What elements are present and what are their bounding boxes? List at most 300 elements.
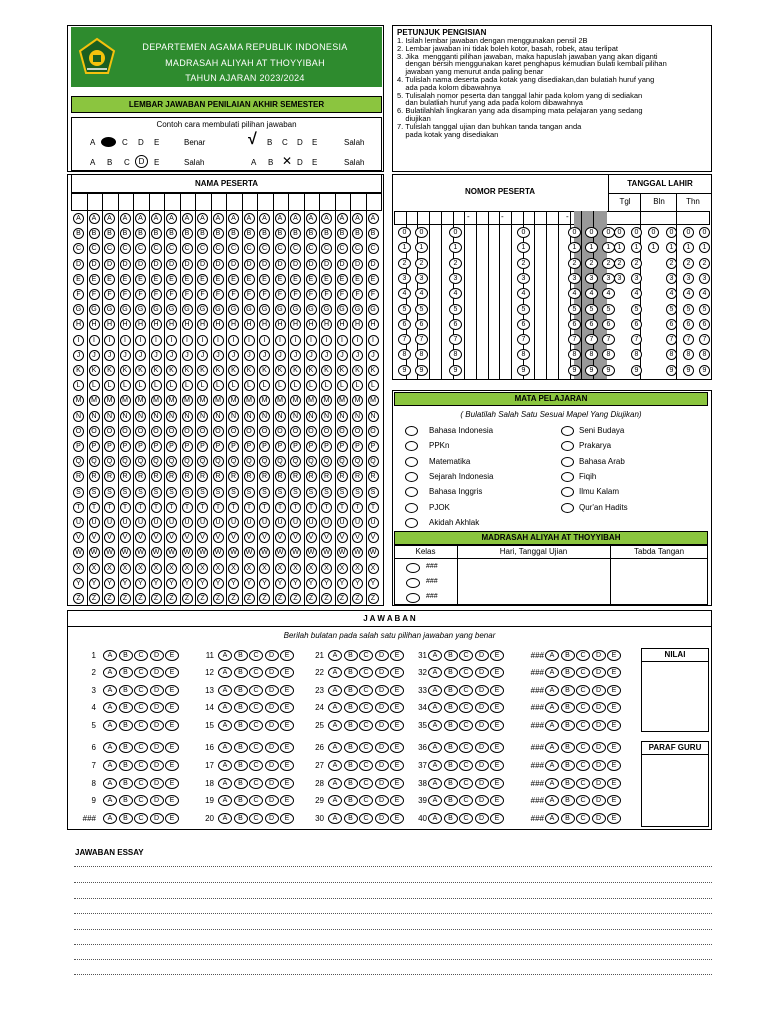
name-bubble[interactable]: F — [228, 289, 239, 300]
name-bubble[interactable]: U — [182, 517, 193, 528]
name-bubble[interactable]: A — [182, 213, 193, 224]
answer-bubble[interactable]: D — [375, 778, 389, 789]
name-bubble[interactable]: R — [182, 471, 193, 482]
name-bubble[interactable]: O — [290, 426, 301, 437]
tgl-bubble[interactable]: 7 — [699, 334, 710, 345]
name-bubble[interactable]: C — [197, 243, 208, 254]
answer-bubble[interactable]: B — [444, 720, 458, 731]
name-bubble[interactable]: C — [321, 243, 332, 254]
nomor-bubble[interactable]: 6 — [449, 319, 462, 330]
name-bubble[interactable]: L — [275, 380, 286, 391]
name-bubble[interactable]: T — [151, 502, 162, 513]
name-bubble[interactable]: N — [259, 411, 270, 422]
name-bubble[interactable]: B — [321, 228, 332, 239]
name-bubble[interactable]: P — [337, 441, 348, 452]
answer-bubble[interactable]: C — [249, 650, 263, 661]
answer-bubble[interactable]: B — [119, 685, 133, 696]
name-bubble[interactable]: F — [259, 289, 270, 300]
name-bubble[interactable]: P — [104, 441, 115, 452]
nomor-bubble[interactable]: 1 — [568, 242, 581, 253]
name-bubble[interactable]: I — [228, 335, 239, 346]
name-bubble[interactable]: J — [337, 350, 348, 361]
name-bubble[interactable]: P — [259, 441, 270, 452]
name-bubble[interactable]: J — [368, 350, 379, 361]
answer-bubble[interactable]: A — [428, 667, 442, 678]
name-bubble[interactable]: H — [368, 319, 379, 330]
name-bubble[interactable]: J — [73, 350, 84, 361]
answer-bubble[interactable]: D — [475, 720, 489, 731]
answer-bubble[interactable]: A — [218, 650, 232, 661]
answer-bubble[interactable]: E — [607, 778, 621, 789]
name-bubble[interactable]: Z — [352, 593, 363, 604]
answer-bubble[interactable]: D — [592, 720, 606, 731]
name-bubble[interactable]: W — [120, 547, 131, 558]
name-bubble[interactable]: R — [290, 471, 301, 482]
name-bubble[interactable]: J — [306, 350, 317, 361]
name-bubble[interactable]: B — [352, 228, 363, 239]
name-bubble[interactable]: U — [151, 517, 162, 528]
answer-bubble[interactable]: D — [150, 702, 164, 713]
name-bubble[interactable]: T — [306, 502, 317, 513]
name-bubble[interactable]: E — [290, 274, 301, 285]
name-bubble[interactable]: X — [321, 563, 332, 574]
name-bubble[interactable]: G — [306, 304, 317, 315]
answer-bubble[interactable]: B — [344, 813, 358, 824]
nomor-bubble[interactable]: 6 — [568, 319, 581, 330]
name-bubble[interactable]: H — [244, 319, 255, 330]
name-bubble[interactable]: C — [259, 243, 270, 254]
answer-bubble[interactable]: B — [344, 778, 358, 789]
name-bubble[interactable]: C — [244, 243, 255, 254]
answer-bubble[interactable]: D — [375, 720, 389, 731]
answer-bubble[interactable]: D — [265, 742, 279, 753]
name-bubble[interactable]: Y — [213, 578, 224, 589]
answer-bubble[interactable]: C — [134, 795, 148, 806]
answer-bubble[interactable]: D — [592, 685, 606, 696]
name-bubble[interactable]: Y — [135, 578, 146, 589]
name-bubble[interactable]: P — [182, 441, 193, 452]
answer-bubble[interactable]: A — [328, 685, 342, 696]
name-bubble[interactable]: G — [290, 304, 301, 315]
name-bubble[interactable]: T — [120, 502, 131, 513]
name-bubble[interactable]: Z — [306, 593, 317, 604]
name-bubble[interactable]: R — [89, 471, 100, 482]
name-bubble[interactable]: W — [213, 547, 224, 558]
nomor-bubble[interactable]: 2 — [449, 258, 462, 269]
answer-bubble[interactable]: E — [490, 667, 504, 678]
name-bubble[interactable]: Y — [182, 578, 193, 589]
answer-bubble[interactable]: A — [103, 667, 117, 678]
name-bubble[interactable]: N — [244, 411, 255, 422]
answer-bubble[interactable]: D — [592, 650, 606, 661]
name-bubble[interactable]: H — [73, 319, 84, 330]
name-bubble[interactable]: B — [151, 228, 162, 239]
answer-bubble[interactable]: A — [545, 702, 559, 713]
nomor-bubble[interactable]: 9 — [398, 365, 411, 376]
answer-bubble[interactable]: E — [165, 760, 179, 771]
name-bubble[interactable]: H — [120, 319, 131, 330]
name-bubble[interactable]: R — [73, 471, 84, 482]
name-bubble[interactable]: U — [259, 517, 270, 528]
tgl-bubble[interactable]: 3 — [666, 273, 677, 284]
answer-bubble[interactable]: A — [428, 702, 442, 713]
name-bubble[interactable]: X — [104, 563, 115, 574]
answer-bubble[interactable]: C — [359, 720, 373, 731]
answer-bubble[interactable]: E — [490, 720, 504, 731]
name-bubble[interactable]: S — [228, 487, 239, 498]
name-bubble[interactable]: Z — [290, 593, 301, 604]
name-bubble[interactable]: X — [73, 563, 84, 574]
name-bubble[interactable]: Z — [135, 593, 146, 604]
answer-bubble[interactable]: C — [134, 760, 148, 771]
answer-bubble[interactable]: D — [475, 742, 489, 753]
nomor-bubble[interactable]: 5 — [415, 304, 428, 315]
mapel-radio[interactable] — [561, 426, 574, 436]
name-bubble[interactable]: E — [321, 274, 332, 285]
tgl-bubble[interactable]: 0 — [683, 227, 694, 238]
nomor-bubble[interactable]: 6 — [602, 319, 615, 330]
answer-bubble[interactable]: C — [359, 795, 373, 806]
name-bubble[interactable]: W — [275, 547, 286, 558]
name-bubble[interactable]: J — [321, 350, 332, 361]
name-bubble[interactable]: P — [151, 441, 162, 452]
answer-bubble[interactable]: B — [444, 760, 458, 771]
name-bubble[interactable]: O — [197, 426, 208, 437]
answer-bubble[interactable]: D — [265, 778, 279, 789]
name-bubble[interactable]: K — [244, 365, 255, 376]
answer-bubble[interactable]: E — [390, 795, 404, 806]
name-bubble[interactable]: L — [197, 380, 208, 391]
answer-bubble[interactable]: B — [119, 778, 133, 789]
answer-bubble[interactable]: E — [490, 702, 504, 713]
name-bubble[interactable]: D — [275, 259, 286, 270]
answer-bubble[interactable]: B — [119, 742, 133, 753]
name-bubble[interactable]: C — [135, 243, 146, 254]
name-bubble[interactable]: R — [321, 471, 332, 482]
name-bubble[interactable]: M — [337, 395, 348, 406]
answer-bubble[interactable]: A — [328, 742, 342, 753]
name-bubble[interactable]: F — [182, 289, 193, 300]
name-bubble[interactable]: R — [213, 471, 224, 482]
name-bubble[interactable]: O — [228, 426, 239, 437]
name-bubble[interactable]: T — [89, 502, 100, 513]
name-bubble[interactable]: Y — [151, 578, 162, 589]
name-bubble[interactable]: T — [213, 502, 224, 513]
name-bubble[interactable]: B — [368, 228, 379, 239]
name-bubble[interactable]: T — [244, 502, 255, 513]
answer-bubble[interactable]: C — [459, 685, 473, 696]
name-bubble[interactable]: N — [197, 411, 208, 422]
name-bubble[interactable]: W — [228, 547, 239, 558]
answer-bubble[interactable]: A — [428, 650, 442, 661]
name-bubble[interactable]: H — [151, 319, 162, 330]
name-bubble[interactable]: S — [244, 487, 255, 498]
name-bubble[interactable]: T — [321, 502, 332, 513]
name-bubble[interactable]: P — [89, 441, 100, 452]
answer-bubble[interactable]: B — [444, 702, 458, 713]
name-bubble[interactable]: E — [275, 274, 286, 285]
name-bubble[interactable]: D — [182, 259, 193, 270]
nomor-bubble[interactable]: 9 — [415, 365, 428, 376]
essay-line[interactable] — [74, 882, 712, 883]
name-bubble[interactable]: V — [290, 532, 301, 543]
name-bubble[interactable]: N — [213, 411, 224, 422]
name-bubble[interactable]: O — [166, 426, 177, 437]
name-bubble[interactable]: G — [213, 304, 224, 315]
name-bubble[interactable]: E — [182, 274, 193, 285]
tgl-bubble[interactable]: 4 — [631, 288, 642, 299]
name-bubble[interactable]: K — [120, 365, 131, 376]
nomor-bubble[interactable]: 2 — [568, 258, 581, 269]
name-bubble[interactable]: C — [73, 243, 84, 254]
nomor-bubble[interactable]: 6 — [398, 319, 411, 330]
answer-bubble[interactable]: B — [344, 720, 358, 731]
answer-bubble[interactable]: C — [249, 760, 263, 771]
name-bubble[interactable]: R — [337, 471, 348, 482]
name-bubble[interactable]: B — [244, 228, 255, 239]
name-bubble[interactable]: W — [368, 547, 379, 558]
answer-bubble[interactable]: B — [561, 720, 575, 731]
answer-bubble[interactable]: C — [459, 813, 473, 824]
name-bubble[interactable]: M — [135, 395, 146, 406]
name-bubble[interactable]: L — [104, 380, 115, 391]
name-bubble[interactable]: Q — [321, 456, 332, 467]
answer-bubble[interactable]: D — [592, 742, 606, 753]
name-bubble[interactable]: J — [244, 350, 255, 361]
answer-bubble[interactable]: D — [265, 720, 279, 731]
answer-bubble[interactable]: D — [475, 760, 489, 771]
name-bubble[interactable]: I — [368, 335, 379, 346]
name-bubble[interactable]: C — [290, 243, 301, 254]
name-bubble[interactable]: N — [352, 411, 363, 422]
name-bubble[interactable]: R — [244, 471, 255, 482]
nomor-bubble[interactable]: 2 — [517, 258, 530, 269]
name-bubble[interactable]: A — [151, 213, 162, 224]
name-bubble[interactable]: W — [135, 547, 146, 558]
name-bubble[interactable]: H — [290, 319, 301, 330]
name-bubble[interactable]: U — [89, 517, 100, 528]
answer-bubble[interactable]: A — [545, 720, 559, 731]
answer-bubble[interactable]: D — [265, 667, 279, 678]
name-bubble[interactable]: Y — [306, 578, 317, 589]
name-bubble[interactable]: P — [120, 441, 131, 452]
essay-line[interactable] — [74, 866, 712, 867]
answer-bubble[interactable]: E — [165, 650, 179, 661]
name-bubble[interactable]: V — [306, 532, 317, 543]
name-bubble[interactable]: S — [73, 487, 84, 498]
name-bubble[interactable]: D — [352, 259, 363, 270]
name-bubble[interactable]: N — [228, 411, 239, 422]
answer-bubble[interactable]: A — [428, 778, 442, 789]
name-bubble[interactable]: K — [259, 365, 270, 376]
answer-bubble[interactable]: C — [249, 720, 263, 731]
answer-bubble[interactable]: E — [165, 795, 179, 806]
name-bubble[interactable]: A — [166, 213, 177, 224]
name-bubble[interactable]: A — [197, 213, 208, 224]
mapel-radio[interactable] — [405, 472, 418, 482]
answer-bubble[interactable]: A — [545, 813, 559, 824]
nomor-bubble[interactable]: 1 — [449, 242, 462, 253]
name-bubble[interactable]: Q — [197, 456, 208, 467]
name-bubble[interactable]: V — [135, 532, 146, 543]
name-bubble[interactable]: X — [228, 563, 239, 574]
name-bubble[interactable]: P — [73, 441, 84, 452]
name-bubble[interactable]: P — [368, 441, 379, 452]
answer-bubble[interactable]: B — [561, 760, 575, 771]
name-bubble[interactable]: R — [104, 471, 115, 482]
name-bubble[interactable]: P — [228, 441, 239, 452]
answer-bubble[interactable]: C — [459, 795, 473, 806]
name-bubble[interactable]: W — [290, 547, 301, 558]
answer-bubble[interactable]: C — [249, 702, 263, 713]
name-bubble[interactable]: S — [135, 487, 146, 498]
name-bubble[interactable]: J — [213, 350, 224, 361]
name-bubble[interactable]: L — [213, 380, 224, 391]
name-bubble[interactable]: U — [244, 517, 255, 528]
name-bubble[interactable]: U — [321, 517, 332, 528]
name-bubble[interactable]: Q — [120, 456, 131, 467]
name-bubble[interactable]: X — [166, 563, 177, 574]
name-bubble[interactable]: J — [228, 350, 239, 361]
answer-bubble[interactable]: C — [134, 720, 148, 731]
name-bubble[interactable]: K — [228, 365, 239, 376]
answer-bubble[interactable]: E — [280, 702, 294, 713]
name-bubble[interactable]: N — [104, 411, 115, 422]
tgl-bubble[interactable]: 1 — [699, 242, 710, 253]
name-bubble[interactable]: D — [306, 259, 317, 270]
nomor-bubble[interactable]: 0 — [449, 227, 462, 238]
kelas-radio[interactable] — [406, 578, 420, 588]
nomor-bubble[interactable]: 9 — [602, 365, 615, 376]
name-bubble[interactable]: X — [306, 563, 317, 574]
name-bubble[interactable]: O — [135, 426, 146, 437]
name-bubble[interactable]: O — [368, 426, 379, 437]
name-bubble[interactable]: A — [73, 213, 84, 224]
name-bubble[interactable]: S — [290, 487, 301, 498]
name-bubble[interactable]: M — [213, 395, 224, 406]
name-bubble[interactable]: B — [166, 228, 177, 239]
answer-bubble[interactable]: C — [359, 760, 373, 771]
tgl-bubble[interactable]: 7 — [631, 334, 642, 345]
name-bubble[interactable]: Q — [213, 456, 224, 467]
name-bubble[interactable]: Q — [104, 456, 115, 467]
answer-bubble[interactable]: E — [165, 702, 179, 713]
name-bubble[interactable]: X — [120, 563, 131, 574]
name-bubble[interactable]: C — [228, 243, 239, 254]
name-bubble[interactable]: J — [259, 350, 270, 361]
name-bubble[interactable]: L — [151, 380, 162, 391]
name-bubble[interactable]: L — [368, 380, 379, 391]
answer-bubble[interactable]: A — [545, 650, 559, 661]
answer-bubble[interactable]: A — [103, 778, 117, 789]
nomor-bubble[interactable]: 7 — [449, 334, 462, 345]
answer-bubble[interactable]: C — [134, 702, 148, 713]
name-bubble[interactable]: Z — [166, 593, 177, 604]
name-bubble[interactable]: P — [321, 441, 332, 452]
name-bubble[interactable]: L — [337, 380, 348, 391]
name-bubble[interactable]: F — [135, 289, 146, 300]
name-bubble[interactable]: X — [290, 563, 301, 574]
answer-bubble[interactable]: D — [375, 795, 389, 806]
name-bubble[interactable]: N — [337, 411, 348, 422]
answer-bubble[interactable]: C — [134, 813, 148, 824]
answer-bubble[interactable]: B — [119, 720, 133, 731]
name-bubble[interactable]: K — [104, 365, 115, 376]
name-bubble[interactable]: L — [321, 380, 332, 391]
answer-bubble[interactable]: D — [150, 742, 164, 753]
answer-bubble[interactable]: B — [234, 795, 248, 806]
name-bubble[interactable]: F — [213, 289, 224, 300]
nomor-bubble[interactable]: 3 — [602, 273, 615, 284]
essay-line[interactable] — [74, 913, 712, 914]
answer-bubble[interactable]: A — [328, 720, 342, 731]
answer-bubble[interactable]: A — [103, 742, 117, 753]
answer-bubble[interactable]: C — [576, 685, 590, 696]
name-bubble[interactable]: K — [73, 365, 84, 376]
name-bubble[interactable]: F — [73, 289, 84, 300]
answer-bubble[interactable]: E — [607, 667, 621, 678]
name-bubble[interactable]: E — [120, 274, 131, 285]
name-bubble[interactable]: N — [73, 411, 84, 422]
answer-bubble[interactable]: B — [119, 760, 133, 771]
name-bubble[interactable]: M — [352, 395, 363, 406]
name-bubble[interactable]: B — [135, 228, 146, 239]
name-bubble[interactable]: J — [197, 350, 208, 361]
name-bubble[interactable]: B — [290, 228, 301, 239]
name-bubble[interactable]: A — [135, 213, 146, 224]
answer-bubble[interactable]: E — [607, 685, 621, 696]
answer-bubble[interactable]: D — [265, 795, 279, 806]
name-bubble[interactable]: F — [166, 289, 177, 300]
name-bubble[interactable]: O — [275, 426, 286, 437]
essay-line[interactable] — [74, 944, 712, 945]
tgl-bubble[interactable]: 9 — [666, 365, 677, 376]
answer-bubble[interactable]: A — [218, 720, 232, 731]
name-bubble[interactable]: I — [104, 335, 115, 346]
answer-bubble[interactable]: B — [119, 650, 133, 661]
name-bubble[interactable]: I — [275, 335, 286, 346]
name-bubble[interactable]: V — [368, 532, 379, 543]
nomor-bubble[interactable]: 0 — [568, 227, 581, 238]
name-bubble[interactable]: M — [151, 395, 162, 406]
name-bubble[interactable]: Z — [259, 593, 270, 604]
name-bubble[interactable]: T — [368, 502, 379, 513]
name-bubble[interactable]: G — [151, 304, 162, 315]
name-bubble[interactable]: N — [182, 411, 193, 422]
name-bubble[interactable]: H — [228, 319, 239, 330]
answer-bubble[interactable]: C — [576, 813, 590, 824]
name-bubble[interactable]: D — [151, 259, 162, 270]
answer-bubble[interactable]: C — [249, 813, 263, 824]
nomor-bubble[interactable]: 1 — [585, 242, 598, 253]
essay-line[interactable] — [74, 959, 712, 960]
nomor-bubble[interactable]: 5 — [517, 304, 530, 315]
name-bubble[interactable]: O — [151, 426, 162, 437]
name-bubble[interactable]: L — [182, 380, 193, 391]
nomor-bubble[interactable]: 4 — [398, 288, 411, 299]
tgl-bubble[interactable]: 2 — [631, 258, 642, 269]
name-bubble[interactable]: Z — [151, 593, 162, 604]
nomor-bubble[interactable]: 1 — [517, 242, 530, 253]
answer-bubble[interactable]: C — [134, 650, 148, 661]
answer-bubble[interactable]: B — [444, 778, 458, 789]
name-bubble[interactable]: F — [244, 289, 255, 300]
name-bubble[interactable]: I — [120, 335, 131, 346]
name-bubble[interactable]: Z — [73, 593, 84, 604]
answer-bubble[interactable]: E — [490, 778, 504, 789]
name-bubble[interactable]: I — [352, 335, 363, 346]
name-bubble[interactable]: M — [275, 395, 286, 406]
